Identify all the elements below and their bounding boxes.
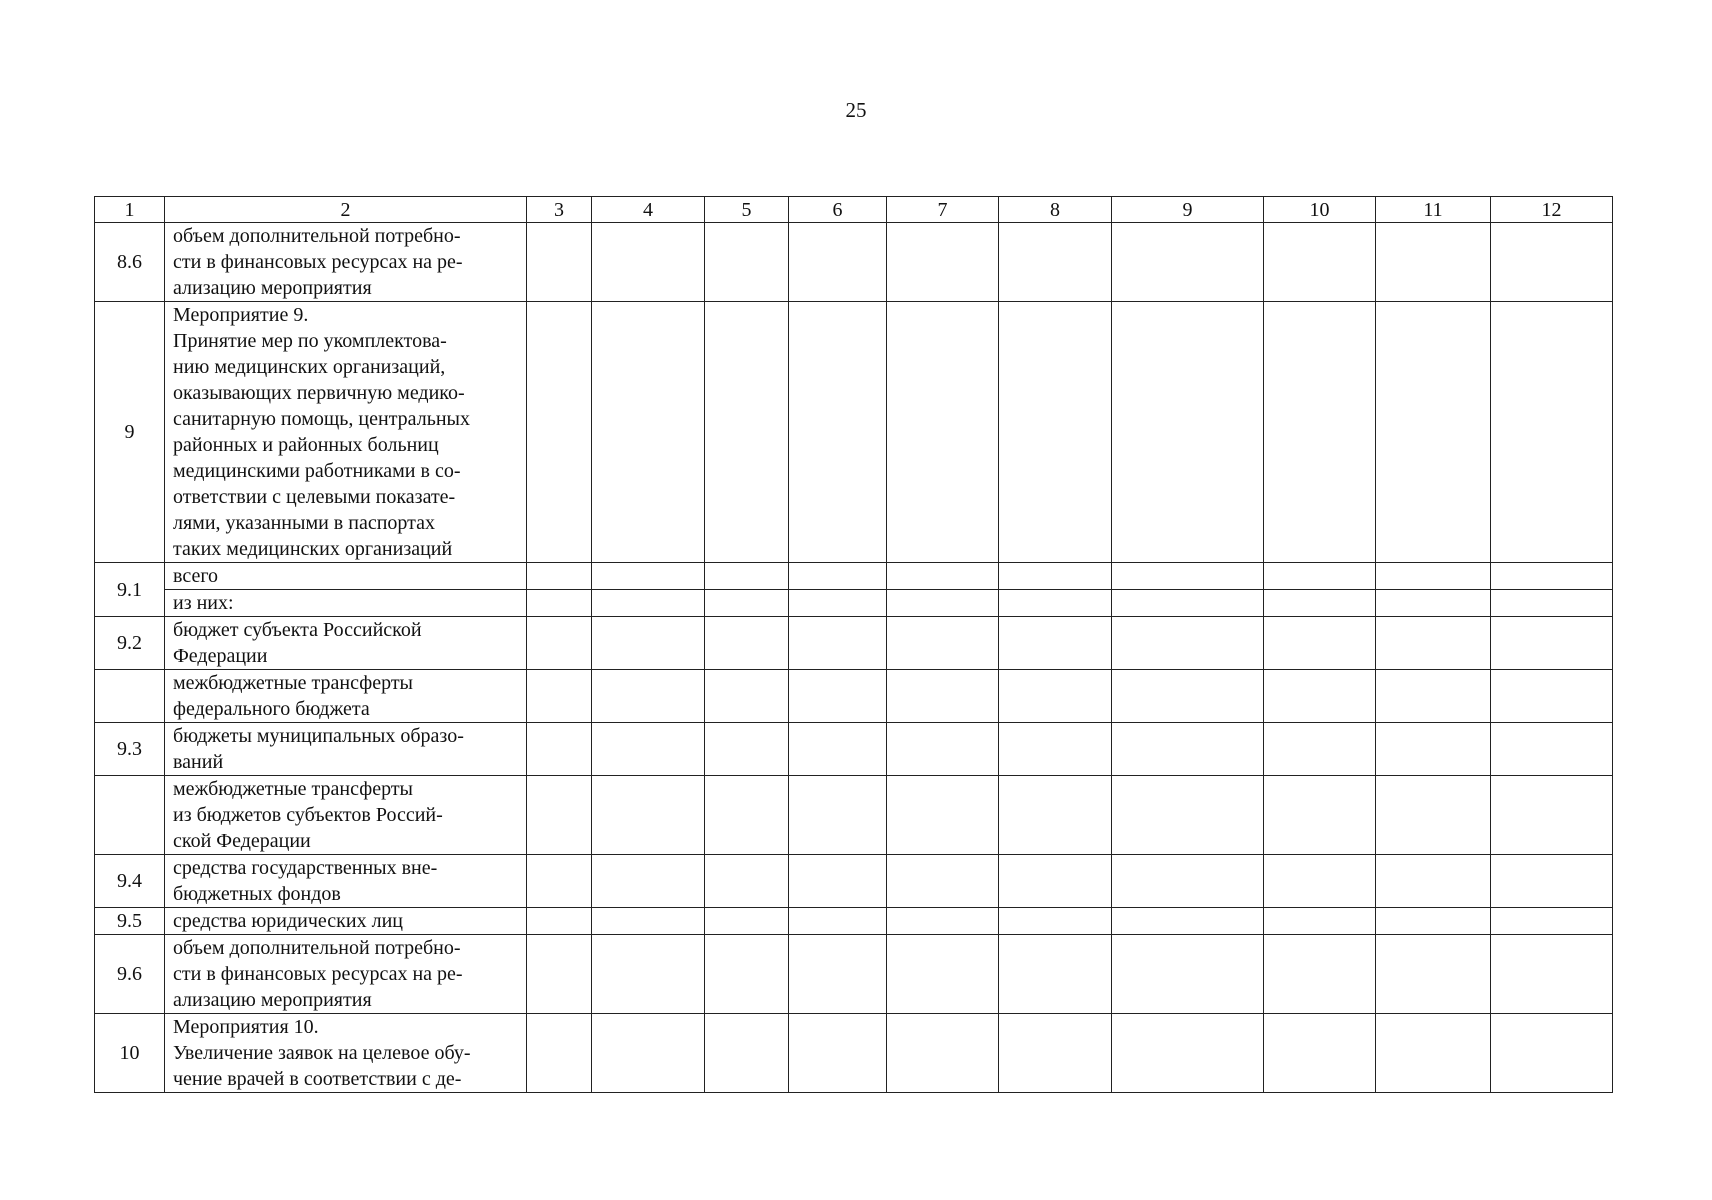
empty-cell: [527, 855, 592, 908]
table-row: [95, 908, 1613, 935]
page-number: 25: [845, 98, 867, 122]
empty-cell: [527, 1014, 592, 1093]
empty-cell: [999, 590, 1112, 617]
row-description-text: всего: [173, 565, 219, 587]
row-description: [165, 908, 527, 935]
empty-cell: [1112, 935, 1264, 1014]
empty-cell: [999, 670, 1112, 723]
empty-cell: [527, 302, 592, 563]
empty-cell: [705, 935, 789, 1014]
empty-cell: [999, 723, 1112, 776]
empty-cell: [592, 302, 705, 563]
empty-cell: [789, 723, 887, 776]
empty-cell: [1376, 223, 1491, 302]
row-description: [165, 563, 527, 590]
row-description-text: средства юридических лиц: [173, 910, 403, 932]
empty-cell: [527, 723, 592, 776]
empty-cell: [1376, 617, 1491, 670]
col-header-1: 1: [95, 197, 165, 223]
empty-cell: [887, 670, 999, 723]
table-row: [95, 617, 1613, 670]
row-description: [165, 670, 527, 723]
row-description-text: средства государственных вне- бюджетных фондов: [173, 857, 438, 905]
row-number: 9.1: [95, 563, 165, 617]
col-header-8: 8: [999, 197, 1112, 223]
empty-cell: [1264, 302, 1376, 563]
empty-cell: [592, 223, 705, 302]
row-description: [165, 776, 527, 855]
empty-cell: [1112, 776, 1264, 855]
funding-table: [94, 196, 1613, 1093]
empty-cell: [1112, 563, 1264, 590]
empty-cell: [1491, 1014, 1613, 1093]
empty-cell: [1264, 223, 1376, 302]
col-header-10: 10: [1264, 197, 1376, 223]
empty-cell: [1264, 617, 1376, 670]
empty-cell: [1264, 855, 1376, 908]
empty-cell: [1264, 563, 1376, 590]
empty-cell: [1264, 908, 1376, 935]
col-header-2: 2: [165, 197, 527, 223]
empty-cell: [1112, 908, 1264, 935]
empty-cell: [705, 723, 789, 776]
empty-cell: [527, 563, 592, 590]
empty-cell: [592, 908, 705, 935]
row-description-text: межбюджетные трансферты федерального бюджета: [173, 672, 413, 720]
empty-cell: [1491, 855, 1613, 908]
empty-cell: [1264, 590, 1376, 617]
empty-cell: [999, 223, 1112, 302]
row-description-text: объем дополнительной потребно- сти в финансовых ресурсах на ре- ализацию мероприятия: [173, 225, 463, 299]
empty-cell: [789, 1014, 887, 1093]
table-row: [95, 776, 1613, 855]
empty-cell: [527, 223, 592, 302]
col-header-3: 3: [527, 197, 592, 223]
empty-cell: [1112, 1014, 1264, 1093]
empty-cell: [527, 617, 592, 670]
empty-cell: [1491, 617, 1613, 670]
row-number: 9: [95, 302, 165, 563]
empty-cell: [887, 302, 999, 563]
empty-cell: [789, 302, 887, 563]
empty-cell: [887, 1014, 999, 1093]
empty-cell: [527, 908, 592, 935]
col-header-12: 12: [1491, 197, 1613, 223]
empty-cell: [1376, 723, 1491, 776]
empty-cell: [1491, 302, 1613, 563]
row-description: [165, 302, 527, 563]
row-description-text: Мероприятие 9. Принятие мер по укомплектова- нию медицинских организаций, оказывающих первичную медико- санитарную помощь, центральных районных и районных больниц медицинскими работниками в со- ответствии с целевыми показате- лями, указанными в паспортах таких медицинских организаций: [173, 304, 470, 560]
col-header-7: 7: [887, 197, 999, 223]
row-description-text: бюджет субъекта Российской Федерации: [173, 619, 422, 667]
empty-cell: [887, 723, 999, 776]
empty-cell: [999, 617, 1112, 670]
empty-cell: [789, 590, 887, 617]
row-description-text: бюджеты муниципальных образо- ваний: [173, 725, 464, 773]
empty-cell: [887, 935, 999, 1014]
empty-cell: [1491, 223, 1613, 302]
empty-cell: [527, 776, 592, 855]
empty-cell: [1112, 855, 1264, 908]
empty-cell: [705, 563, 789, 590]
empty-cell: [1112, 590, 1264, 617]
empty-cell: [527, 670, 592, 723]
row-description-text: объем дополнительной потребно- сти в финансовых ресурсах на ре- ализацию мероприятия: [173, 937, 463, 1011]
table-row: [95, 855, 1613, 908]
empty-cell: [999, 302, 1112, 563]
col-header-11: 11: [1376, 197, 1491, 223]
empty-cell: [999, 1014, 1112, 1093]
empty-cell: [1491, 590, 1613, 617]
empty-cell: [592, 563, 705, 590]
empty-cell: [1376, 855, 1491, 908]
table-row: [95, 590, 1613, 617]
empty-cell: [705, 670, 789, 723]
row-description-text: межбюджетные трансферты из бюджетов субъектов Россий- ской Федерации: [173, 778, 443, 852]
row-number: 10: [95, 1014, 165, 1093]
empty-cell: [592, 1014, 705, 1093]
empty-cell: [705, 855, 789, 908]
empty-cell: [592, 617, 705, 670]
empty-cell: [1264, 723, 1376, 776]
empty-cell: [999, 908, 1112, 935]
col-header-6: 6: [789, 197, 887, 223]
row-description: [165, 855, 527, 908]
empty-cell: [887, 563, 999, 590]
row-number: 9.5: [95, 908, 165, 935]
empty-cell: [592, 670, 705, 723]
empty-cell: [999, 776, 1112, 855]
empty-cell: [789, 855, 887, 908]
empty-cell: [887, 908, 999, 935]
empty-cell: [1376, 935, 1491, 1014]
row-number: 9.4: [95, 855, 165, 908]
empty-cell: [887, 776, 999, 855]
empty-cell: [1376, 776, 1491, 855]
empty-cell: [1112, 670, 1264, 723]
empty-cell: [789, 670, 887, 723]
empty-cell: [999, 563, 1112, 590]
empty-cell: [1112, 302, 1264, 563]
empty-cell: [1376, 670, 1491, 723]
empty-cell: [1491, 723, 1613, 776]
row-number: 9.6: [95, 935, 165, 1014]
empty-cell: [789, 563, 887, 590]
col-header-9: 9: [1112, 197, 1264, 223]
empty-cell: [1112, 617, 1264, 670]
table-row: [95, 723, 1613, 776]
empty-cell: [1376, 563, 1491, 590]
empty-cell: [527, 590, 592, 617]
row-number: 9.2: [95, 617, 165, 670]
empty-cell: [1376, 1014, 1491, 1093]
empty-cell: [1376, 908, 1491, 935]
row-description-text: из них:: [173, 592, 234, 614]
row-description: [165, 617, 527, 670]
table-row: [95, 935, 1613, 1014]
empty-cell: [789, 908, 887, 935]
empty-cell: [705, 776, 789, 855]
row-description-text: Мероприятия 10. Увеличение заявок на целевое обу- чение врачей в соответствии с де-: [173, 1016, 471, 1090]
empty-cell: [592, 935, 705, 1014]
row-description: [165, 935, 527, 1014]
empty-cell: [887, 855, 999, 908]
empty-cell: [1264, 935, 1376, 1014]
empty-cell: [1491, 563, 1613, 590]
row-description: [165, 590, 527, 617]
col-header-4: 4: [592, 197, 705, 223]
header-row: [95, 197, 1613, 223]
empty-cell: [527, 935, 592, 1014]
row-number: [95, 670, 165, 723]
empty-cell: [789, 776, 887, 855]
row-description: [165, 223, 527, 302]
empty-cell: [789, 223, 887, 302]
empty-cell: [592, 723, 705, 776]
empty-cell: [705, 302, 789, 563]
empty-cell: [1491, 776, 1613, 855]
empty-cell: [705, 590, 789, 617]
row-description: [165, 1014, 527, 1093]
empty-cell: [1112, 223, 1264, 302]
table-row: [95, 670, 1613, 723]
table-row: [95, 1014, 1613, 1093]
empty-cell: [1491, 670, 1613, 723]
row-number: [95, 776, 165, 855]
table-row: [95, 223, 1613, 302]
empty-cell: [1264, 670, 1376, 723]
empty-cell: [1491, 908, 1613, 935]
empty-cell: [1264, 1014, 1376, 1093]
empty-cell: [705, 908, 789, 935]
empty-cell: [789, 617, 887, 670]
table-row: [95, 563, 1613, 590]
empty-cell: [592, 590, 705, 617]
empty-cell: [1376, 590, 1491, 617]
empty-cell: [1264, 776, 1376, 855]
empty-cell: [1112, 723, 1264, 776]
empty-cell: [592, 776, 705, 855]
row-number: 9.3: [95, 723, 165, 776]
empty-cell: [705, 1014, 789, 1093]
empty-cell: [705, 617, 789, 670]
empty-cell: [1376, 302, 1491, 563]
empty-cell: [999, 935, 1112, 1014]
row-number: 8.6: [95, 223, 165, 302]
empty-cell: [887, 223, 999, 302]
col-header-5: 5: [705, 197, 789, 223]
empty-cell: [887, 590, 999, 617]
empty-cell: [592, 855, 705, 908]
empty-cell: [789, 935, 887, 1014]
empty-cell: [887, 617, 999, 670]
row-description: [165, 723, 527, 776]
table-row: [95, 302, 1613, 563]
empty-cell: [1491, 935, 1613, 1014]
empty-cell: [705, 223, 789, 302]
empty-cell: [999, 855, 1112, 908]
